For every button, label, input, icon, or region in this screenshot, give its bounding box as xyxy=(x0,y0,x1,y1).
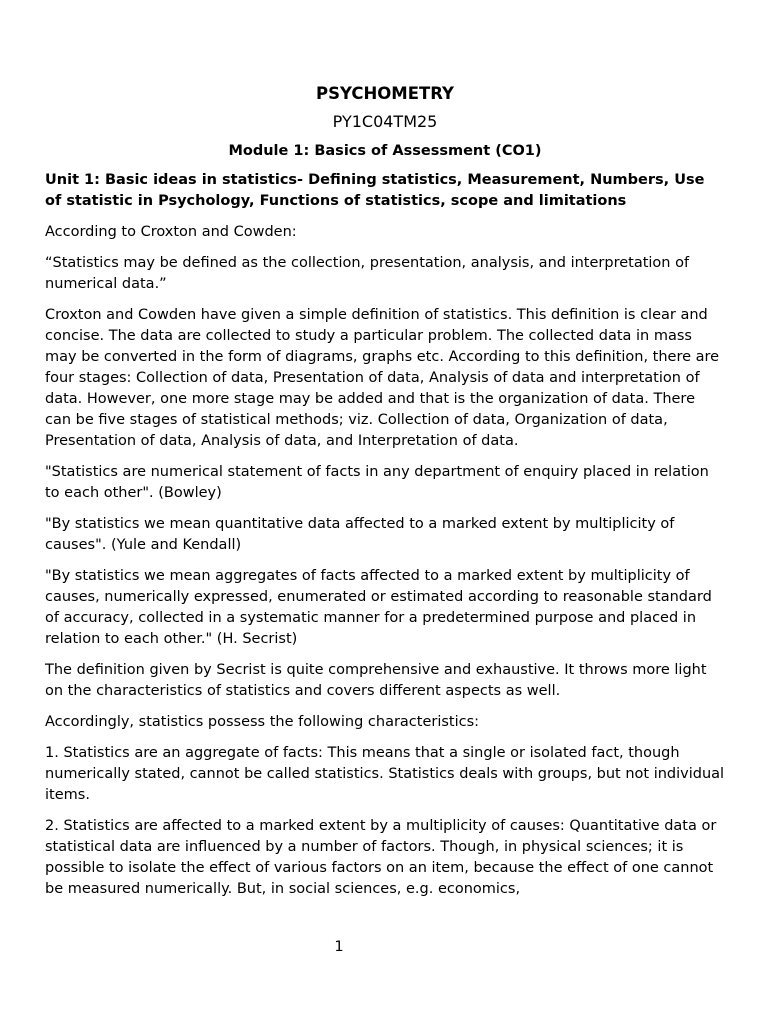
paragraph: The definition given by Secrist is quite comprehensive and exhaustive. It throws more light on the characteristics of statistics and covers different aspects as well. xyxy=(45,662,707,699)
unit-heading: Unit 1: Basic ideas in statistics- Defining statistics, Measurement, Numbers, Use of statistic in Psychology, Functions of statistics, scope and limitations xyxy=(45,172,705,209)
paragraph: 1. Statistics are an aggregate of facts: This means that a single or isolated fact, though numerically stated, cannot be called statistics. Statistics deals with groups, but not individual items. xyxy=(45,745,725,803)
paragraph: "Statistics are numerical statement of facts in any department of enquiry placed in relation to each other". (Bowley) xyxy=(45,464,709,501)
paragraph: "By statistics we mean aggregates of facts affected to a marked extent by multiplicity of causes, numerically expressed, enumerated or estimated according to reasonable standard of accuracy, collected in a systematic manner for a predetermined purpose and placed in relation to each other." (H. Secrist) xyxy=(45,568,712,647)
paragraph: “Statistics may be defined as the collection, presentation, analysis, and interpretation of numerical data.” xyxy=(45,255,690,292)
paragraph: 2. Statistics are affected to a marked extent by a multiplicity of causes: Quantitative data or statistical data are influenced by a number of factors. Though, in physical sciences; it is possible to isolate the effect of various factors on an item, because the effect of one cannot be measured numerically. But, in social sciences, e.g. economics, xyxy=(45,818,717,897)
page-number: 1 xyxy=(334,939,344,955)
paragraph: Accordingly, statistics possess the following characteristics: xyxy=(45,714,480,730)
paragraph: Croxton and Cowden have given a simple definition of statistics. This definition is clear and concise. The data are collected to study a particular problem. The collected data in mass may be converted in the form of diagrams, graphs etc. According to this definition, there are four stages: Collection of data, Presentation of data, Analysis of data and interpretation of data. However, one more stage may be added and that is the organization of data. There can be five stages of statistical methods; viz. Collection of data, Organization of data, Presentation of data, Analysis of data, and Interpretation of data. xyxy=(45,307,720,449)
document-title: PSYCHOMETRY xyxy=(316,84,454,103)
course-code: PY1C04TM25 xyxy=(332,112,438,131)
paragraph: "By statistics we mean quantitative data affected to a marked extent by multiplicity of causes". (Yule and Kendall) xyxy=(45,516,675,553)
module-heading: Module 1: Basics of Assessment (CO1) xyxy=(228,143,542,159)
paragraph: According to Croxton and Cowden: xyxy=(45,224,297,240)
document-page xyxy=(45,84,725,910)
